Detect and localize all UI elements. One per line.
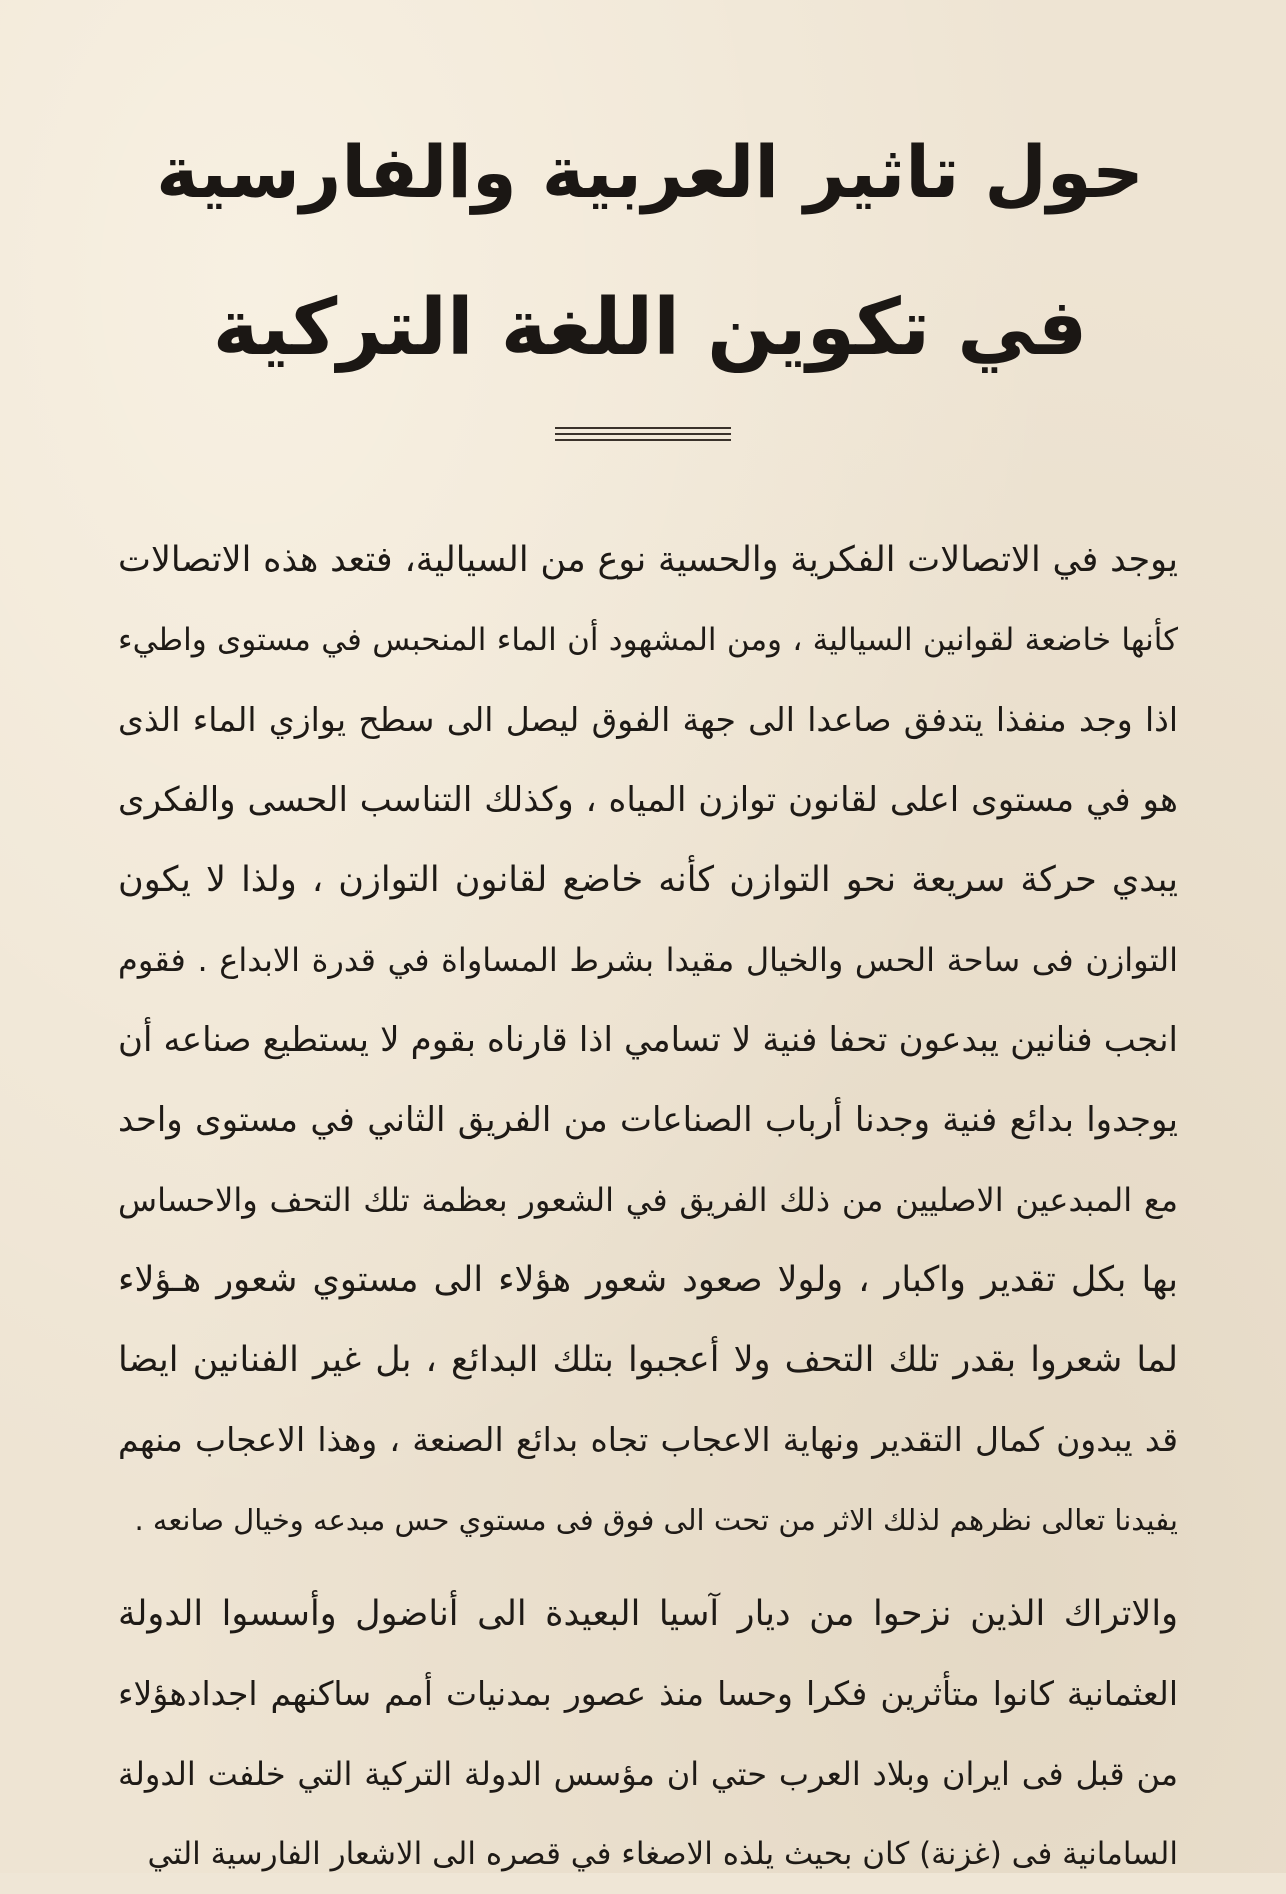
heading-divider-line xyxy=(555,433,731,435)
text-line: كأنها خاضعة لقوانين السيالية ، ومن المشهود أن الماء المنحبس في مستوى واطيء xyxy=(118,622,1178,658)
text-line: انجب فنانين يبدعون تحفا فنية لا تسامي اذا قارناه بقوم لا يستطيع صناعه أن xyxy=(118,1020,1178,1060)
text-line: اذا وجد منفذا يتدفق صاعدا الى جهة الفوق ليصل الى سطح يوازي الماء الذى xyxy=(118,700,1178,739)
heading-line-1: حول تاثير العربية والفارسية xyxy=(156,130,1144,214)
text-line: التوازن فى ساحة الحس والخيال مقيدا بشرط المساواة في قدرة الابداع . فقوم xyxy=(118,941,1178,979)
text-line: يوجدوا بدائع فنية وجدنا أرباب الصناعات من الفريق الثاني في مستوى واحد xyxy=(118,1100,1178,1140)
text-line: قد يبدون كمال التقدير ونهاية الاعجاب تجاه بدائع الصنعة ، وهذا الاعجاب منهم xyxy=(118,1420,1178,1459)
text-line: هو في مستوى اعلى لقانون توازن المياه ، وكذلك التناسب الحسى والفكرى xyxy=(118,780,1178,820)
text-line: يوجد في الاتصالات الفكرية والحسية نوع من السيالية، فتعد هذه الاتصالات xyxy=(118,540,1178,580)
text-line: لما شعروا بقدر تلك التحف ولا أعجبوا بتلك البدائع ، بل غير الفنانين ايضا xyxy=(118,1340,1178,1380)
heading-divider-line xyxy=(555,427,731,429)
text-line: يفيدنا تعالى نظرهم لذلك الاثر من تحت الى فوق فى مستوي حس مبدعه وخيال صانعه . xyxy=(134,1503,1178,1537)
heading-divider-line xyxy=(555,439,731,441)
text-line: من قبل فى ايران وبلاد العرب حتي ان مؤسس الدولة التركية التي خلفت الدولة xyxy=(118,1755,1178,1793)
text-line: مع المبدعين الاصليين من ذلك الفريق في الشعور بعظمة تلك التحف والاحساس xyxy=(118,1181,1178,1219)
text-line: يبدي حركة سريعة نحو التوازن كأنه خاضع لقانون التوازن ، ولذا لا يكون xyxy=(118,860,1178,900)
heading-line-2: في تكوين اللغة التركية xyxy=(212,283,1088,373)
text-line: السامانية فى (غزنة) كان بحيث يلذه الاصغاء في قصره الى الاشعار الفارسية التي xyxy=(147,1836,1178,1872)
text-line: والاتراك الذين نزحوا من ديار آسيا البعيدة الى أناضول وأسسوا الدولة xyxy=(118,1594,1178,1634)
text-line: العثمانية كانوا متأثرين فكرا وحسا منذ عصور بمدنيات أمم ساكنهم اجدادهؤلاء xyxy=(118,1674,1178,1713)
text-line: بها بكل تقدير واكبار ، ولولا صعود شعور هؤلاء الى مستوي شعور هـؤلاء xyxy=(118,1260,1178,1300)
